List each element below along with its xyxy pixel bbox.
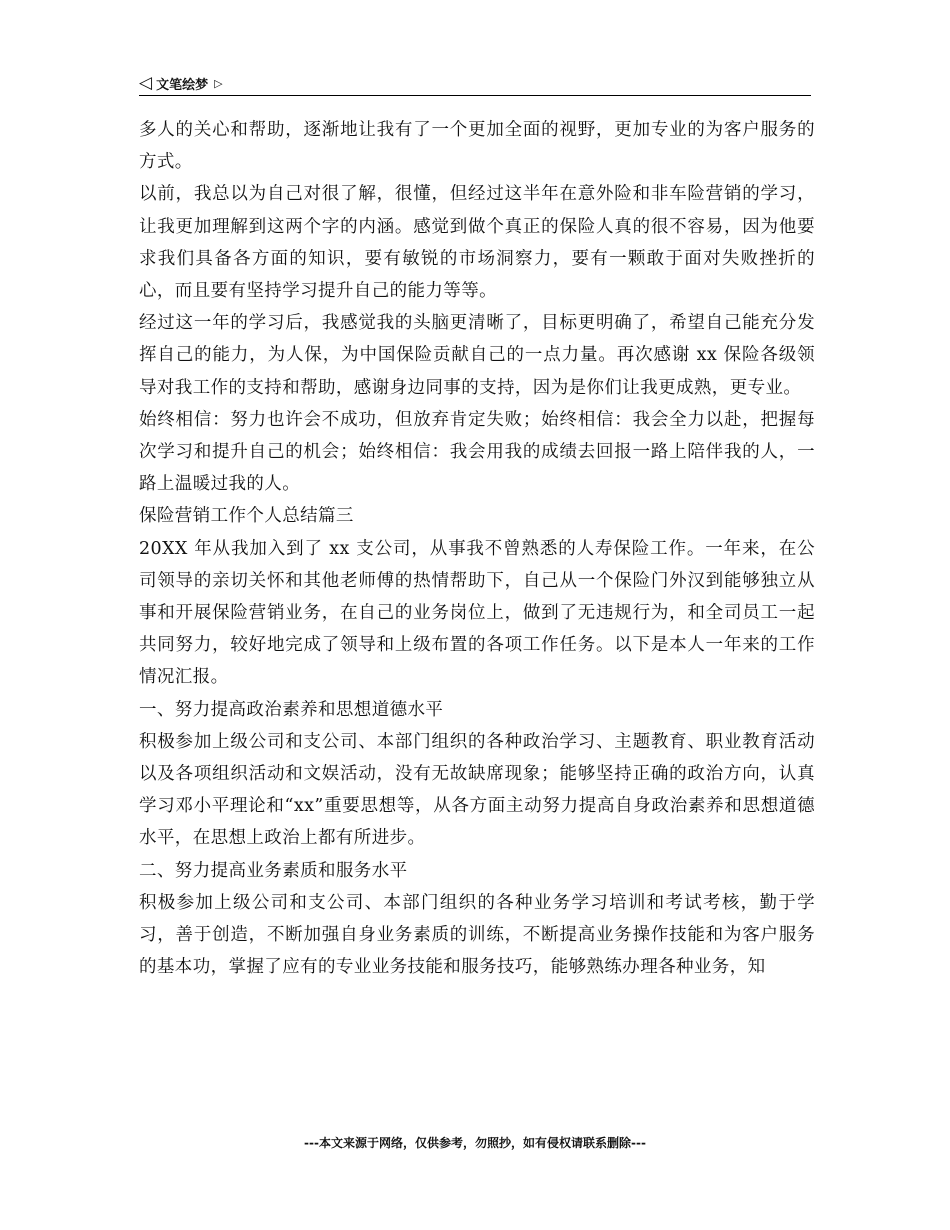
- section-heading: 一、努力提高政治素养和思想道德水平: [139, 699, 444, 720]
- paragraph: 始终相信：努力也许会不成功，但放弃肯定失败；始终相信：我会全力以赴，把握每次学习和提升自己的机会；始终相信：我会用我的成绩去回报一路上陪伴我的人，一路上温暖过我的人。: [139, 409, 815, 495]
- footer-disclaimer: ---本文来源于网络，仅供参考，勿照抄，如有侵权请联系删除---: [304, 1136, 646, 1150]
- section-heading: 保险营销工作个人总结篇三: [139, 506, 354, 527]
- paragraph: 多人的关心和帮助，逐渐地让我有了一个更加全面的视野，更加专业的为客户服务的方式。: [139, 120, 815, 173]
- paragraph: 以前，我总以为自己对很了解，很懂，但经过这半年在意外险和非车险营销的学习，让我更加理解到这两个字的内涵。感觉到做个真正的保险人真的很不容易，因为他要求我们具备各方面的知识，要有敏锐的市场洞察力，要有一颗敢于面对失败挫折的心，而且要有坚持学习提升自己的能力等等。: [139, 184, 815, 302]
- paragraph: 积极参加上级公司和支公司、本部门组织的各种业务学习培训和考试考核，勤于学习，善于创造，不断加强自身业务素质的训练，不断提高业务操作技能和为客户服务的基本功，掌握了应有的专业业务技能和服务技巧，能够熟练办理各种业务，知: [139, 892, 815, 978]
- paragraph: 积极参加上级公司和支公司、本部门组织的各种政治学习、主题教育、职业教育活动以及各项组织活动和文娱活动，没有无故缺席现象；能够坚持正确的政治方向，认真学习邓小平理论和“xx”重要思想等，从各方面主动努力提高自身政治素养和思想道德水平，在思想上政治上都有所进步。: [139, 731, 815, 849]
- triangle-right-icon: ▷: [214, 76, 223, 90]
- header-title: 文笔绘梦: [156, 77, 209, 93]
- paragraph: 20XX 年从我加入到了 xx 支公司，从事我不曾熟悉的人寿保险工作。一年来，在公司领导的亲切关怀和其他老师傅的热情帮助下，自己从一个保险门外汉到能够独立从事和开展保险营销业务，在自己的业务岗位上，做到了无违规行为，和全司员工一起共同努力，较好地完成了领导和上级布置的各项工作任务。以下是本人一年来的工作情况汇报。: [139, 538, 815, 688]
- page-header: [139, 71, 811, 96]
- document-body: [139, 114, 815, 983]
- paragraph: 经过这一年的学习后，我感觉我的头脑更清晰了，目标更明确了，希望自己能充分发挥自己的能力，为人保，为中国保险贡献自己的一点力量。再次感谢 xx 保险各级领导对我工作的支持和帮助，感谢身边同事的支持，因为是你们让我更成熟，更专业。: [139, 313, 815, 398]
- section-heading: 二、努力提高业务素质和服务水平: [139, 860, 408, 881]
- triangle-left-icon: ◁: [139, 72, 153, 93]
